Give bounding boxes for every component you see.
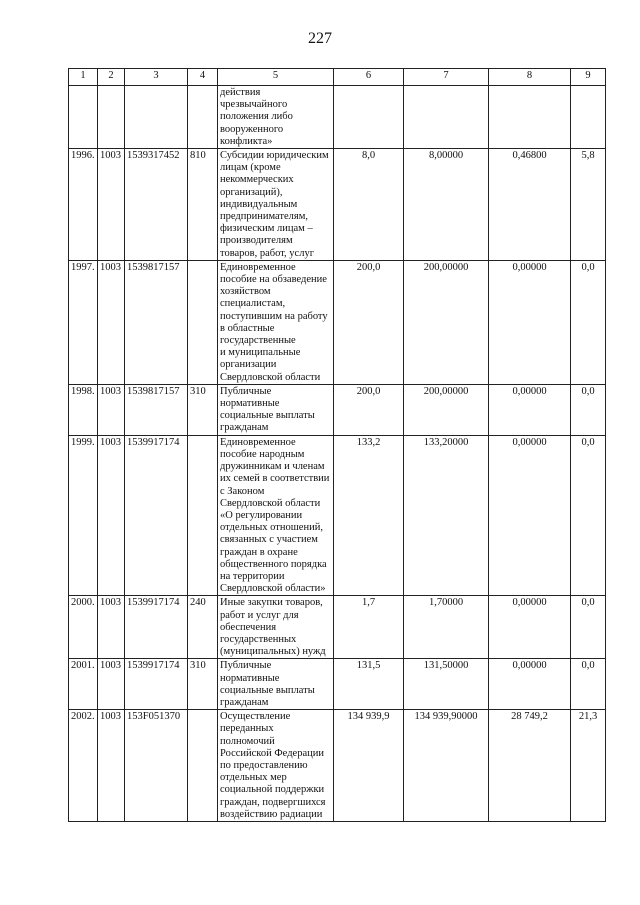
- amount: 131,5: [334, 659, 404, 710]
- expense-type: [188, 260, 218, 384]
- percent: 5,8: [571, 149, 606, 261]
- table-header-row: [69, 69, 606, 86]
- row-number: 2001.: [69, 659, 98, 710]
- target-code: 1539817157: [125, 384, 188, 435]
- table-row: [69, 86, 606, 149]
- item-name: Иные закупки товаров, работ и услуг для обеспечения государственных (муниципальных) нужд: [218, 596, 334, 659]
- limit: 8,00000: [404, 149, 489, 261]
- table-row: [69, 435, 606, 596]
- row-number: 2000.: [69, 596, 98, 659]
- amount: [334, 86, 404, 149]
- expense-type: 310: [188, 384, 218, 435]
- table-row: [69, 659, 606, 710]
- section-code: [98, 86, 125, 149]
- expense-type: 810: [188, 149, 218, 261]
- item-name: действия чрезвычайного положения либо вооруженного конфликта»: [218, 86, 334, 149]
- table-row: [69, 596, 606, 659]
- row-number: [69, 86, 98, 149]
- section-code: 1003: [98, 260, 125, 384]
- section-code: 1003: [98, 596, 125, 659]
- percent: 0,0: [571, 260, 606, 384]
- item-name: Единовременное пособие на обзаведение хозяйством специалистам, поступившим на работу в областные государственные и муниципальные организации Свердловской области: [218, 260, 334, 384]
- section-code: 1003: [98, 659, 125, 710]
- expense-type: [188, 435, 218, 596]
- expense-type: [188, 86, 218, 149]
- executed: 0,00000: [489, 659, 571, 710]
- amount: 200,0: [334, 384, 404, 435]
- limit: 131,50000: [404, 659, 489, 710]
- expense-type: 310: [188, 659, 218, 710]
- percent: 0,0: [571, 435, 606, 596]
- item-name: Публичные нормативные социальные выплаты гражданам: [218, 659, 334, 710]
- executed: 0,00000: [489, 435, 571, 596]
- table-row: [69, 710, 606, 822]
- target-code: [125, 86, 188, 149]
- target-code: 1539917174: [125, 596, 188, 659]
- limit: 133,20000: [404, 435, 489, 596]
- table-row: [69, 260, 606, 384]
- table-row: [69, 149, 606, 261]
- target-code: 1539917174: [125, 659, 188, 710]
- section-code: 1003: [98, 384, 125, 435]
- executed: 0,00000: [489, 596, 571, 659]
- row-number: 1999.: [69, 435, 98, 596]
- percent: 0,0: [571, 659, 606, 710]
- limit: [404, 86, 489, 149]
- target-code: 153F051370: [125, 710, 188, 822]
- table-row: [69, 384, 606, 435]
- section-code: 1003: [98, 435, 125, 596]
- amount: 1,7: [334, 596, 404, 659]
- item-name: Публичные нормативные социальные выплаты гражданам: [218, 384, 334, 435]
- row-number: 1998.: [69, 384, 98, 435]
- limit: 200,00000: [404, 384, 489, 435]
- section-code: 1003: [98, 710, 125, 822]
- row-number: 1996.: [69, 149, 98, 261]
- item-name: Субсидии юридическим лицам (кроме некоммерческих организаций), индивидуальным предпринимателям, физическим лицам – производителям товаров, работ, услуг: [218, 149, 334, 261]
- target-code: 1539817157: [125, 260, 188, 384]
- header-col-5: 5: [218, 69, 334, 86]
- header-col-7: 7: [404, 69, 489, 86]
- executed: 28 749,2: [489, 710, 571, 822]
- header-col-9: 9: [571, 69, 606, 86]
- target-code: 1539317452: [125, 149, 188, 261]
- amount: 133,2: [334, 435, 404, 596]
- limit: 1,70000: [404, 596, 489, 659]
- percent: 0,0: [571, 596, 606, 659]
- section-code: 1003: [98, 149, 125, 261]
- header-col-2: 2: [98, 69, 125, 86]
- header-col-4: 4: [188, 69, 218, 86]
- budget-table: [68, 68, 606, 822]
- expense-type: [188, 710, 218, 822]
- amount: 134 939,9: [334, 710, 404, 822]
- target-code: 1539917174: [125, 435, 188, 596]
- executed: 0,00000: [489, 384, 571, 435]
- amount: 200,0: [334, 260, 404, 384]
- page-number: 227: [308, 30, 332, 47]
- executed: 0,00000: [489, 260, 571, 384]
- percent: [571, 86, 606, 149]
- limit: 134 939,90000: [404, 710, 489, 822]
- item-name: Единовременное пособие народным дружинникам и членам их семей в соответствии с Законом Свердловской области «О регулировании отдельных отношений, связанных с участием граждан в охране общественного порядка на территории Свердловской области»: [218, 435, 334, 596]
- percent: 21,3: [571, 710, 606, 822]
- row-number: 2002.: [69, 710, 98, 822]
- expense-type: 240: [188, 596, 218, 659]
- limit: 200,00000: [404, 260, 489, 384]
- header-col-1: 1: [69, 69, 98, 86]
- executed: 0,46800: [489, 149, 571, 261]
- header-col-6: 6: [334, 69, 404, 86]
- executed: [489, 86, 571, 149]
- header-col-8: 8: [489, 69, 571, 86]
- amount: 8,0: [334, 149, 404, 261]
- row-number: 1997.: [69, 260, 98, 384]
- header-col-3: 3: [125, 69, 188, 86]
- percent: 0,0: [571, 384, 606, 435]
- item-name: Осуществление переданных полномочий Российской Федерации по предоставлению отдельных мер социальной поддержки граждан, подвергшихся воздействию радиации: [218, 710, 334, 822]
